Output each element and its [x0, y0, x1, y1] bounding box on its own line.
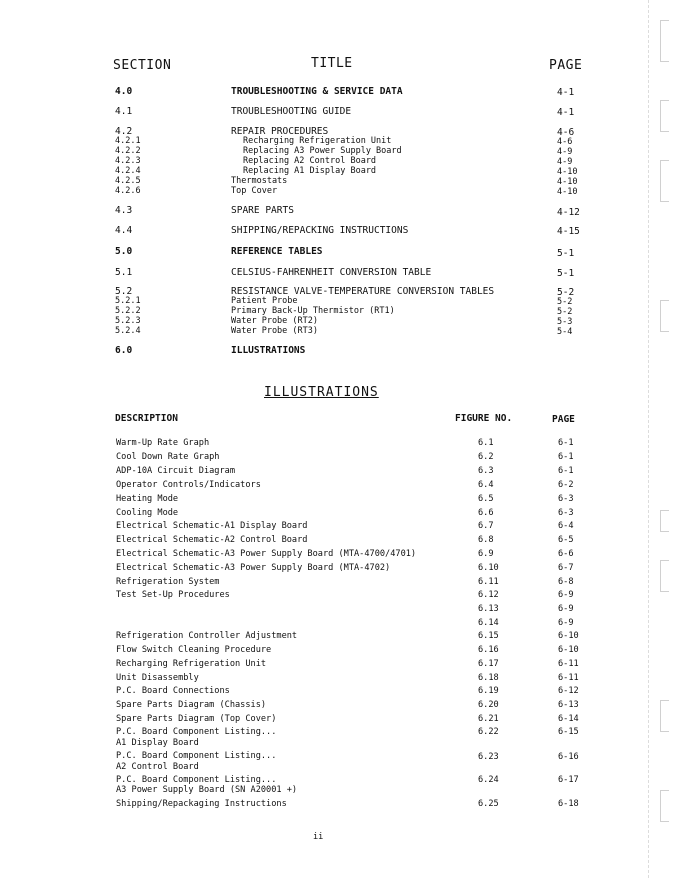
illustration-description: Spare Parts Diagram (Top Cover)	[116, 714, 277, 724]
toc-section: 4.2.5	[115, 176, 141, 186]
illustration-figure: 6.2	[478, 452, 494, 462]
illustration-figure: 6.24	[478, 775, 499, 785]
illustration-description: Electrical Schematic-A3 Power Supply Board (MTA-4702)	[116, 563, 391, 573]
toc-page: 5-2	[557, 287, 575, 298]
figure-column-header: FIGURE NO.	[455, 413, 513, 424]
illustration-figure: 6.16	[478, 645, 499, 655]
toc-title: Replacing A3 Power Supply Board	[243, 146, 402, 156]
illustration-figure: 6.1	[478, 438, 494, 448]
title-column-header: TITLE	[311, 56, 353, 71]
toc-page: 5-4	[557, 327, 573, 337]
illustration-page: 6-2	[558, 480, 574, 490]
toc-title: Patient Probe	[231, 296, 298, 306]
toc-page: 4-6	[557, 127, 575, 138]
toc-page: 4-9	[557, 147, 573, 157]
illustration-description: P.C. Board Component Listing...	[116, 727, 277, 737]
illustration-description: Unit Disassembly	[116, 673, 199, 683]
toc-page: 4-15	[557, 226, 580, 237]
toc-section: 5.1	[115, 267, 133, 278]
illustration-page: 6-14	[558, 714, 579, 724]
illustration-page: 6-5	[558, 535, 574, 545]
toc-section: 4.2.1	[115, 136, 141, 146]
page-number: ii	[313, 832, 324, 842]
toc-title: Water Probe (RT2)	[231, 316, 318, 326]
illustration-description: P.C. Board Connections	[116, 686, 230, 696]
illustration-figure: 6.10	[478, 563, 499, 573]
toc-title: Replacing A2 Control Board	[243, 156, 377, 166]
illustrations-heading: ILLUSTRATIONS	[264, 385, 379, 400]
illustration-page: 6-11	[558, 673, 579, 683]
page-column-header: PAGE	[549, 58, 583, 73]
illustration-figure: 6.5	[478, 494, 494, 504]
illustration-page: 6-12	[558, 686, 579, 696]
illustration-description: Test Set-Up Procedures	[116, 590, 230, 600]
illustration-figure: 6.18	[478, 673, 499, 683]
illustration-figure: 6.14	[478, 618, 499, 628]
section-column-header: SECTION	[113, 58, 172, 73]
illustration-description: Warm-Up Rate Graph	[116, 438, 210, 448]
toc-section: 4.0	[115, 86, 133, 97]
illustration-page: 6-1	[558, 452, 574, 462]
toc-page: 4-10	[557, 187, 578, 197]
toc-section: 4.2.2	[115, 146, 141, 156]
toc-title: Water Probe (RT3)	[231, 326, 318, 336]
illustration-figure: 6.8	[478, 535, 494, 545]
toc-page: 4-1	[557, 107, 575, 118]
illustration-description: Cool Down Rate Graph	[116, 452, 220, 462]
illustration-page: 6-7	[558, 563, 574, 573]
illustration-figure: 6.17	[478, 659, 499, 669]
page-column-header-illustrations: PAGE	[552, 414, 575, 425]
illustration-page: 6-1	[558, 438, 574, 448]
toc-title: ILLUSTRATIONS	[231, 345, 306, 356]
toc-title: Primary Back-Up Thermistor (RT1)	[231, 306, 395, 316]
description-column-header: DESCRIPTION	[115, 413, 178, 424]
toc-title: Thermostats	[231, 176, 288, 186]
illustration-description: Electrical Schematic-A3 Power Supply Board (MTA-4700/4701)	[116, 549, 417, 559]
toc-page: 5-1	[557, 248, 575, 259]
illustration-description: Recharging Refrigeration Unit	[116, 659, 267, 669]
scan-edge	[648, 0, 679, 878]
toc-section: 4.2.6	[115, 186, 141, 196]
illustration-page: 6-3	[558, 508, 574, 518]
illustration-page: 6-9	[558, 590, 574, 600]
illustration-page: 6-1	[558, 466, 574, 476]
illustration-page: 6-17	[558, 775, 579, 785]
illustration-description-line2: A3 Power Supply Board (SN A20001 +)	[116, 785, 298, 795]
toc-title: REPAIR PROCEDURES	[231, 126, 329, 137]
illustration-description: Operator Controls/Indicators	[116, 480, 261, 490]
toc-title: TROUBLESHOOTING GUIDE	[231, 106, 352, 117]
illustration-figure: 6.3	[478, 466, 494, 476]
illustration-figure: 6.9	[478, 549, 494, 559]
illustration-description: Refrigeration Controller Adjustment	[116, 631, 298, 641]
toc-section: 4.2.3	[115, 156, 141, 166]
toc-title: REFERENCE TABLES	[231, 246, 323, 257]
illustration-figure: 6.15	[478, 631, 499, 641]
illustration-description: Electrical Schematic-A2 Control Board	[116, 535, 308, 545]
toc-title: SPARE PARTS	[231, 205, 294, 216]
illustration-description: Flow Switch Cleaning Procedure	[116, 645, 272, 655]
toc-section: 5.2	[115, 286, 133, 297]
illustration-page: 6-11	[558, 659, 579, 669]
toc-section: 4.4	[115, 225, 133, 236]
toc-page: 4-12	[557, 207, 580, 218]
toc-page: 5-2	[557, 307, 573, 317]
toc-title: Replacing A1 Display Board	[243, 166, 377, 176]
illustration-page: 6-10	[558, 645, 579, 655]
toc-section: 5.2.4	[115, 326, 141, 336]
illustration-page: 6-9	[558, 618, 574, 628]
toc-page: 4-10	[557, 177, 578, 187]
illustration-figure: 6.13	[478, 604, 499, 614]
illustration-figure: 6.12	[478, 590, 499, 600]
illustration-description: Cooling Mode	[116, 508, 179, 518]
toc-page: 4-10	[557, 167, 578, 177]
toc-page: 4-9	[557, 157, 573, 167]
illustration-figure: 6.22	[478, 727, 499, 737]
illustration-page: 6-9	[558, 604, 574, 614]
toc-page: 5-1	[557, 268, 575, 279]
toc-section: 5.2.1	[115, 296, 141, 306]
illustration-description: Refrigeration System	[116, 577, 220, 587]
illustration-figure: 6.20	[478, 700, 499, 710]
illustration-description: P.C. Board Component Listing...	[116, 775, 277, 785]
illustration-page: 6-3	[558, 494, 574, 504]
illustration-figure: 6.21	[478, 714, 499, 724]
illustration-description-line2: A2 Control Board	[116, 762, 199, 772]
toc-page: 5-2	[557, 297, 573, 307]
toc-title: Top Cover	[231, 186, 278, 196]
toc-section: 4.3	[115, 205, 133, 216]
illustration-description: ADP-10A Circuit Diagram	[116, 466, 235, 476]
illustration-description: Heating Mode	[116, 494, 179, 504]
illustration-description: Electrical Schematic-A1 Display Board	[116, 521, 308, 531]
illustration-description: P.C. Board Component Listing...	[116, 751, 277, 761]
illustration-page: 6-13	[558, 700, 579, 710]
illustration-page: 6-16	[558, 752, 579, 762]
illustration-description: Spare Parts Diagram (Chassis)	[116, 700, 267, 710]
toc-section: 5.2.2	[115, 306, 141, 316]
toc-section: 4.2	[115, 126, 133, 137]
toc-title: CELSIUS-FAHRENHEIT CONVERSION TABLE	[231, 267, 432, 278]
toc-title: SHIPPING/REPACKING INSTRUCTIONS	[231, 225, 409, 236]
toc-page: 5-3	[557, 317, 573, 327]
illustration-description-line2: A1 Display Board	[116, 738, 199, 748]
illustration-figure: 6.23	[478, 752, 499, 762]
illustration-figure: 6.11	[478, 577, 499, 587]
illustration-figure: 6.19	[478, 686, 499, 696]
toc-title: TROUBLESHOOTING & SERVICE DATA	[231, 86, 403, 97]
toc-section: 4.2.4	[115, 166, 141, 176]
toc-title: Recharging Refrigeration Unit	[243, 136, 392, 146]
illustration-figure: 6.25	[478, 799, 499, 809]
toc-page: 4-1	[557, 87, 575, 98]
toc-section: 5.0	[115, 246, 133, 257]
toc-section: 6.0	[115, 345, 133, 356]
toc-section: 5.2.3	[115, 316, 141, 326]
illustration-page: 6-4	[558, 521, 574, 531]
illustration-description: Shipping/Repackaging Instructions	[116, 799, 287, 809]
toc-section: 4.1	[115, 106, 133, 117]
illustration-figure: 6.4	[478, 480, 494, 490]
toc-page: 4-6	[557, 137, 573, 147]
illustration-page: 6-6	[558, 549, 574, 559]
illustration-page: 6-15	[558, 727, 579, 737]
illustration-figure: 6.6	[478, 508, 494, 518]
illustration-page: 6-8	[558, 577, 574, 587]
toc-title: RESISTANCE VALVE-TEMPERATURE CONVERSION TABLES	[231, 286, 495, 297]
illustration-figure: 6.7	[478, 521, 494, 531]
illustration-page: 6-10	[558, 631, 579, 641]
illustration-page: 6-18	[558, 799, 579, 809]
